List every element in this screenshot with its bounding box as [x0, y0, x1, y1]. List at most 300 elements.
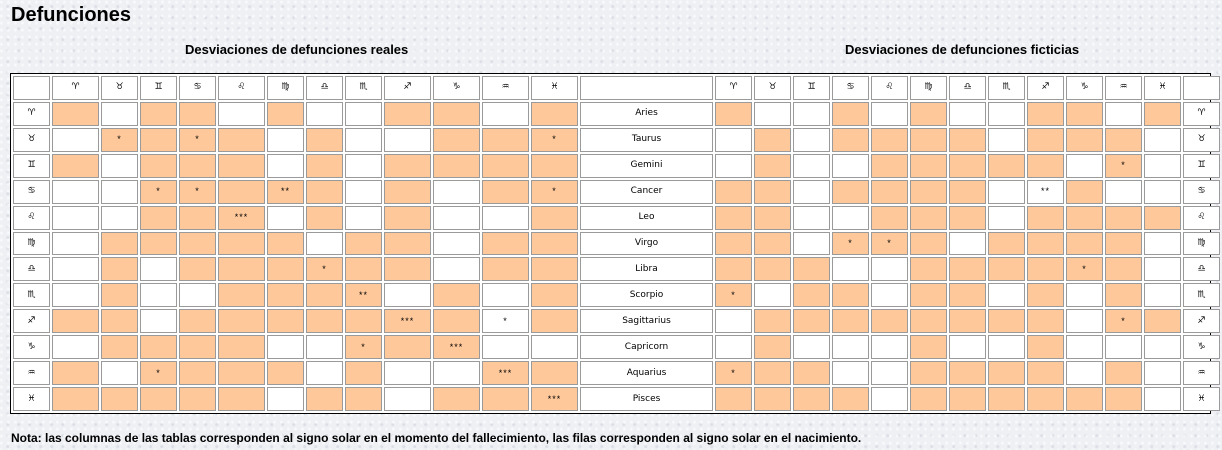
fictitious-deviation-cell: [949, 335, 986, 359]
real-deviation-cell: ***: [433, 335, 480, 359]
row-header-right-aries-icon: ♈: [1183, 102, 1220, 126]
real-deviation-cell: [482, 128, 529, 152]
real-deviation-cell: [306, 283, 343, 307]
fictitious-deviation-cell: [871, 180, 908, 204]
fictitious-deviation-cell: [949, 206, 986, 230]
real-deviation-cell: [179, 361, 216, 385]
fictitious-deviation-cell: [1144, 128, 1181, 152]
fictitious-deviation-cell: [988, 335, 1025, 359]
fictitious-deviation-cell: [754, 361, 791, 385]
name-header-cell: [580, 76, 713, 100]
fictitious-deviation-cell: [988, 387, 1025, 411]
real-deviation-cell: [306, 387, 343, 411]
sign-name-label: Leo: [580, 206, 713, 230]
fictitious-deviation-cell: [910, 102, 947, 126]
row-header-taurus-icon: ♉: [13, 128, 50, 152]
real-deviation-cell: [179, 335, 216, 359]
col-header-real-aquarius-icon: ♒: [482, 76, 529, 100]
row-header-capricorn-icon: ♑: [13, 335, 50, 359]
real-deviation-cell: [140, 309, 177, 333]
fictitious-deviation-cell: *: [715, 361, 752, 385]
real-deviation-cell: [384, 154, 431, 178]
sign-name-label: Scorpio: [580, 283, 713, 307]
fictitious-deviation-cell: [715, 154, 752, 178]
fictitious-deviation-cell: [871, 387, 908, 411]
row-header-right-sagittarius-icon: ♐: [1183, 309, 1220, 333]
row-header-leo-icon: ♌: [13, 206, 50, 230]
real-deviation-cell: [433, 154, 480, 178]
real-deviation-cell: [218, 232, 265, 256]
real-deviation-cell: [52, 283, 99, 307]
real-deviation-cell: [140, 232, 177, 256]
fictitious-deviation-cell: [949, 283, 986, 307]
fictitious-deviation-cell: [793, 387, 830, 411]
real-deviation-cell: [531, 257, 578, 281]
fictitious-deviation-cell: [1066, 154, 1103, 178]
table-row: [13, 335, 1220, 359]
fictitious-deviation-cell: [1105, 128, 1142, 152]
row-header-aries-icon: ♈: [13, 102, 50, 126]
col-header-real-capricorn-icon: ♑: [433, 76, 480, 100]
subtitle-real-deaths: Desviaciones de defunciones reales: [185, 42, 409, 57]
real-deviation-cell: [267, 283, 304, 307]
fictitious-deviation-cell: [988, 154, 1025, 178]
col-header-fict-virgo-icon: ♍: [910, 76, 947, 100]
row-header-right-taurus-icon: ♉: [1183, 128, 1220, 152]
table-row: [13, 361, 1220, 385]
real-deviation-cell: [267, 387, 304, 411]
real-deviation-cell: *: [482, 309, 529, 333]
real-deviation-cell: [52, 387, 99, 411]
col-header-fict-scorpio-icon: ♏: [988, 76, 1025, 100]
real-deviation-cell: *: [345, 335, 382, 359]
col-header-real-sagittarius-icon: ♐: [384, 76, 431, 100]
row-header-scorpio-icon: ♏: [13, 283, 50, 307]
fictitious-deviation-cell: [1066, 180, 1103, 204]
fictitious-deviation-cell: [793, 206, 830, 230]
real-deviation-cell: [433, 361, 480, 385]
fictitious-deviation-cell: [1105, 283, 1142, 307]
row-header-cancer-icon: ♋: [13, 180, 50, 204]
real-deviation-cell: [482, 232, 529, 256]
fictitious-deviation-cell: [871, 335, 908, 359]
real-deviation-cell: [306, 206, 343, 230]
real-deviation-cell: [101, 180, 138, 204]
fictitious-deviation-cell: [754, 232, 791, 256]
fictitious-deviation-cell: [715, 206, 752, 230]
sign-name-label: Libra: [580, 257, 713, 281]
real-deviation-cell: [140, 154, 177, 178]
fictitious-deviation-cell: [715, 309, 752, 333]
fictitious-deviation-cell: [949, 232, 986, 256]
row-header-right-cancer-icon: ♋: [1183, 180, 1220, 204]
fictitious-deviation-cell: [1105, 387, 1142, 411]
row-header-libra-icon: ♎: [13, 257, 50, 281]
real-deviation-cell: [531, 335, 578, 359]
real-deviation-cell: *: [306, 257, 343, 281]
real-deviation-cell: [384, 206, 431, 230]
real-deviation-cell: [306, 309, 343, 333]
fictitious-deviation-cell: [988, 102, 1025, 126]
fictitious-deviation-cell: [1105, 361, 1142, 385]
row-header-virgo-icon: ♍: [13, 232, 50, 256]
fictitious-deviation-cell: [988, 361, 1025, 385]
real-deviation-cell: [101, 232, 138, 256]
real-deviation-cell: [101, 154, 138, 178]
fictitious-deviation-cell: *: [1105, 154, 1142, 178]
real-deviation-cell: [52, 361, 99, 385]
fictitious-deviation-cell: [910, 232, 947, 256]
fictitious-deviation-cell: [910, 387, 947, 411]
sign-name-label: Aquarius: [580, 361, 713, 385]
fictitious-deviation-cell: [1066, 206, 1103, 230]
fictitious-deviation-cell: [988, 206, 1025, 230]
real-deviation-cell: [482, 335, 529, 359]
col-header-real-cancer-icon: ♋: [179, 76, 216, 100]
real-deviation-cell: [345, 180, 382, 204]
sign-name-label: Cancer: [580, 180, 713, 204]
sign-name-label: Pisces: [580, 387, 713, 411]
fictitious-deviation-cell: [832, 128, 869, 152]
fictitious-deviation-cell: [754, 335, 791, 359]
col-header-real-aries-icon: ♈: [52, 76, 99, 100]
sign-name-label: Taurus: [580, 128, 713, 152]
col-header-fict-sagittarius-icon: ♐: [1027, 76, 1064, 100]
fictitious-deviation-cell: [832, 387, 869, 411]
fictitious-deviation-cell: [715, 232, 752, 256]
col-header-fict-aries-icon: ♈: [715, 76, 752, 100]
real-deviation-cell: [267, 335, 304, 359]
real-deviation-cell: [482, 180, 529, 204]
real-deviation-cell: ***: [482, 361, 529, 385]
row-header-right-gemini-icon: ♊: [1183, 154, 1220, 178]
fictitious-deviation-cell: [988, 232, 1025, 256]
fictitious-deviation-cell: [1066, 361, 1103, 385]
fictitious-deviation-cell: [793, 309, 830, 333]
real-deviation-cell: **: [267, 180, 304, 204]
fictitious-deviation-cell: [1066, 102, 1103, 126]
row-header-right-scorpio-icon: ♏: [1183, 283, 1220, 307]
real-deviation-cell: [345, 154, 382, 178]
real-deviation-cell: [531, 154, 578, 178]
fictitious-deviation-cell: [1105, 257, 1142, 281]
table-row: [13, 206, 1220, 230]
real-deviation-cell: [267, 361, 304, 385]
real-deviation-cell: [267, 128, 304, 152]
real-deviation-cell: [52, 335, 99, 359]
fictitious-deviation-cell: [1066, 128, 1103, 152]
row-header-right-pisces-icon: ♓: [1183, 387, 1220, 411]
real-deviation-cell: [433, 206, 480, 230]
fictitious-deviation-cell: [1144, 206, 1181, 230]
fictitious-deviation-cell: [871, 257, 908, 281]
col-header-fict-capricorn-icon: ♑: [1066, 76, 1103, 100]
real-deviation-cell: [140, 387, 177, 411]
real-deviation-cell: **: [345, 283, 382, 307]
fictitious-deviation-cell: [910, 361, 947, 385]
real-deviation-cell: [345, 102, 382, 126]
real-deviation-cell: [306, 180, 343, 204]
corner-cell-right: [1183, 76, 1220, 100]
fictitious-deviation-cell: [910, 206, 947, 230]
table-row: [13, 128, 1220, 152]
real-deviation-cell: [433, 283, 480, 307]
real-deviation-cell: [531, 309, 578, 333]
real-deviation-cell: [140, 335, 177, 359]
table-row: [13, 154, 1220, 178]
fictitious-deviation-cell: [832, 102, 869, 126]
real-deviation-cell: [101, 206, 138, 230]
row-header-right-aquarius-icon: ♒: [1183, 361, 1220, 385]
fictitious-deviation-cell: [832, 361, 869, 385]
fictitious-deviation-cell: [949, 102, 986, 126]
header-row: [13, 76, 1220, 100]
fictitious-deviation-cell: [1027, 232, 1064, 256]
fictitious-deviation-cell: [1144, 102, 1181, 126]
real-deviation-cell: [267, 102, 304, 126]
footnote: Nota: las columnas de las tablas corresponden al signo solar en el momento del fallecimiento, las filas corresponden al signo solar en el nacimiento.: [11, 431, 862, 445]
fictitious-deviation-cell: [910, 335, 947, 359]
real-deviation-cell: [218, 102, 265, 126]
corner-cell: [13, 76, 50, 100]
real-deviation-cell: [218, 154, 265, 178]
fictitious-deviation-cell: [871, 309, 908, 333]
real-deviation-cell: [345, 361, 382, 385]
fictitious-deviation-cell: [715, 180, 752, 204]
fictitious-deviation-cell: [754, 128, 791, 152]
real-deviation-cell: [52, 309, 99, 333]
fictitious-deviation-cell: [754, 154, 791, 178]
real-deviation-cell: [306, 232, 343, 256]
real-deviation-cell: [218, 309, 265, 333]
fictitious-deviation-cell: [832, 283, 869, 307]
col-header-real-pisces-icon: ♓: [531, 76, 578, 100]
sign-name-label: Aries: [580, 102, 713, 126]
fictitious-deviation-cell: [988, 180, 1025, 204]
real-deviation-cell: *: [179, 180, 216, 204]
real-deviation-cell: [179, 206, 216, 230]
real-deviation-cell: [101, 283, 138, 307]
fictitious-deviation-cell: [910, 283, 947, 307]
real-deviation-cell: [482, 154, 529, 178]
fictitious-deviation-cell: [988, 309, 1025, 333]
real-deviation-cell: [433, 309, 480, 333]
real-deviation-cell: [140, 128, 177, 152]
col-header-real-taurus-icon: ♉: [101, 76, 138, 100]
fictitious-deviation-cell: [1105, 232, 1142, 256]
real-deviation-cell: [52, 206, 99, 230]
real-deviation-cell: [306, 128, 343, 152]
real-deviation-cell: [267, 309, 304, 333]
fictitious-deviation-cell: [1066, 309, 1103, 333]
fictitious-deviation-cell: [1027, 335, 1064, 359]
row-header-right-libra-icon: ♎: [1183, 257, 1220, 281]
fictitious-deviation-cell: [1144, 257, 1181, 281]
row-header-pisces-icon: ♓: [13, 387, 50, 411]
real-deviation-cell: [101, 257, 138, 281]
subtitle-fictitious-deaths: Desviaciones de defunciones ficticias: [845, 42, 1080, 57]
fictitious-deviation-cell: [1027, 128, 1064, 152]
real-deviation-cell: *: [531, 180, 578, 204]
sign-name-label: Sagittarius: [580, 309, 713, 333]
fictitious-deviation-cell: *: [1066, 257, 1103, 281]
fictitious-deviation-cell: [1027, 283, 1064, 307]
real-deviation-cell: [384, 335, 431, 359]
real-deviation-cell: [179, 309, 216, 333]
fictitious-deviation-cell: [754, 102, 791, 126]
sign-name-label: Virgo: [580, 232, 713, 256]
real-deviation-cell: [433, 128, 480, 152]
real-deviation-cell: [218, 283, 265, 307]
real-deviation-cell: [384, 180, 431, 204]
real-deviation-cell: [531, 361, 578, 385]
real-deviation-cell: [345, 206, 382, 230]
real-deviation-cell: [179, 257, 216, 281]
fictitious-deviation-cell: [1027, 102, 1064, 126]
real-deviation-cell: [101, 309, 138, 333]
real-deviation-cell: [345, 387, 382, 411]
fictitious-deviation-cell: [793, 232, 830, 256]
col-header-fict-cancer-icon: ♋: [832, 76, 869, 100]
col-header-fict-leo-icon: ♌: [871, 76, 908, 100]
fictitious-deviation-cell: [754, 257, 791, 281]
real-deviation-cell: [482, 283, 529, 307]
real-deviation-cell: [52, 180, 99, 204]
real-deviation-cell: [531, 283, 578, 307]
real-deviation-cell: [218, 387, 265, 411]
fictitious-deviation-cell: [988, 257, 1025, 281]
real-deviation-cell: [218, 257, 265, 281]
real-deviation-cell: [482, 257, 529, 281]
fictitious-deviation-cell: [1066, 387, 1103, 411]
sign-name-label: Capricorn: [580, 335, 713, 359]
fictitious-deviation-cell: [715, 102, 752, 126]
real-deviation-cell: [218, 128, 265, 152]
fictitious-deviation-cell: [988, 128, 1025, 152]
real-deviation-cell: [531, 206, 578, 230]
row-header-aquarius-icon: ♒: [13, 361, 50, 385]
fictitious-deviation-cell: [949, 387, 986, 411]
real-deviation-cell: [140, 102, 177, 126]
real-deviation-cell: [306, 335, 343, 359]
fictitious-deviation-cell: [1066, 232, 1103, 256]
table-row: [13, 257, 1220, 281]
real-deviation-cell: [101, 361, 138, 385]
table-row: [13, 283, 1220, 307]
fictitious-deviation-cell: [1066, 335, 1103, 359]
real-deviation-cell: [101, 335, 138, 359]
fictitious-deviation-cell: [715, 387, 752, 411]
real-deviation-cell: [306, 154, 343, 178]
real-deviation-cell: [384, 361, 431, 385]
real-deviation-cell: [482, 206, 529, 230]
row-header-sagittarius-icon: ♐: [13, 309, 50, 333]
real-deviation-cell: [52, 232, 99, 256]
real-deviation-cell: [218, 335, 265, 359]
fictitious-deviation-cell: [1027, 154, 1064, 178]
fictitious-deviation-cell: [1105, 335, 1142, 359]
fictitious-deviation-cell: [1144, 180, 1181, 204]
real-deviation-cell: [179, 154, 216, 178]
fictitious-deviation-cell: [949, 128, 986, 152]
real-deviation-cell: [179, 283, 216, 307]
fictitious-deviation-cell: [871, 128, 908, 152]
fictitious-deviation-cell: [949, 361, 986, 385]
fictitious-deviation-cell: [910, 154, 947, 178]
fictitious-deviation-cell: [1144, 309, 1181, 333]
fictitious-deviation-cell: *: [832, 232, 869, 256]
real-deviation-cell: [345, 257, 382, 281]
fictitious-deviation-cell: [832, 180, 869, 204]
fictitious-deviation-cell: [1144, 387, 1181, 411]
fictitious-deviation-cell: [715, 335, 752, 359]
real-deviation-cell: [384, 232, 431, 256]
col-header-real-virgo-icon: ♍: [267, 76, 304, 100]
table-body: [13, 76, 1220, 411]
table-row: [13, 102, 1220, 126]
real-deviation-cell: [306, 102, 343, 126]
fictitious-deviation-cell: [793, 283, 830, 307]
fictitious-deviation-cell: [793, 180, 830, 204]
real-deviation-cell: [433, 102, 480, 126]
col-header-fict-pisces-icon: ♓: [1144, 76, 1181, 100]
fictitious-deviation-cell: [1105, 206, 1142, 230]
fictitious-deviation-cell: [988, 283, 1025, 307]
col-header-real-libra-icon: ♎: [306, 76, 343, 100]
fictitious-deviation-cell: [910, 180, 947, 204]
real-deviation-cell: [140, 257, 177, 281]
real-deviation-cell: [267, 154, 304, 178]
real-deviation-cell: [52, 102, 99, 126]
real-deviation-cell: [140, 283, 177, 307]
fictitious-deviation-cell: [793, 154, 830, 178]
real-deviation-cell: [345, 232, 382, 256]
row-header-right-leo-icon: ♌: [1183, 206, 1220, 230]
fictitious-deviation-cell: [1066, 283, 1103, 307]
real-deviation-cell: *: [140, 361, 177, 385]
real-deviation-cell: [433, 180, 480, 204]
real-deviation-cell: [384, 102, 431, 126]
fictitious-deviation-cell: [949, 180, 986, 204]
fictitious-deviation-cell: [1027, 309, 1064, 333]
real-deviation-cell: [306, 361, 343, 385]
fictitious-deviation-cell: [715, 257, 752, 281]
row-header-right-virgo-icon: ♍: [1183, 232, 1220, 256]
fictitious-deviation-cell: [1027, 257, 1064, 281]
fictitious-deviation-cell: [1144, 232, 1181, 256]
real-deviation-cell: [433, 257, 480, 281]
real-deviation-cell: [345, 128, 382, 152]
real-deviation-cell: [179, 387, 216, 411]
col-header-fict-aquarius-icon: ♒: [1105, 76, 1142, 100]
col-header-fict-gemini-icon: ♊: [793, 76, 830, 100]
fictitious-deviation-cell: [793, 361, 830, 385]
real-deviation-cell: [384, 257, 431, 281]
deviations-table: [11, 74, 1222, 413]
col-header-real-leo-icon: ♌: [218, 76, 265, 100]
fictitious-deviation-cell: [754, 309, 791, 333]
fictitious-deviation-cell: [1144, 154, 1181, 178]
fictitious-deviation-cell: [871, 283, 908, 307]
real-deviation-cell: ***: [218, 206, 265, 230]
fictitious-deviation-cell: [1144, 335, 1181, 359]
col-header-real-gemini-icon: ♊: [140, 76, 177, 100]
col-header-real-scorpio-icon: ♏: [345, 76, 382, 100]
row-header-right-capricorn-icon: ♑: [1183, 335, 1220, 359]
fictitious-deviation-cell: [832, 309, 869, 333]
real-deviation-cell: [179, 232, 216, 256]
fictitious-deviation-cell: [1144, 283, 1181, 307]
